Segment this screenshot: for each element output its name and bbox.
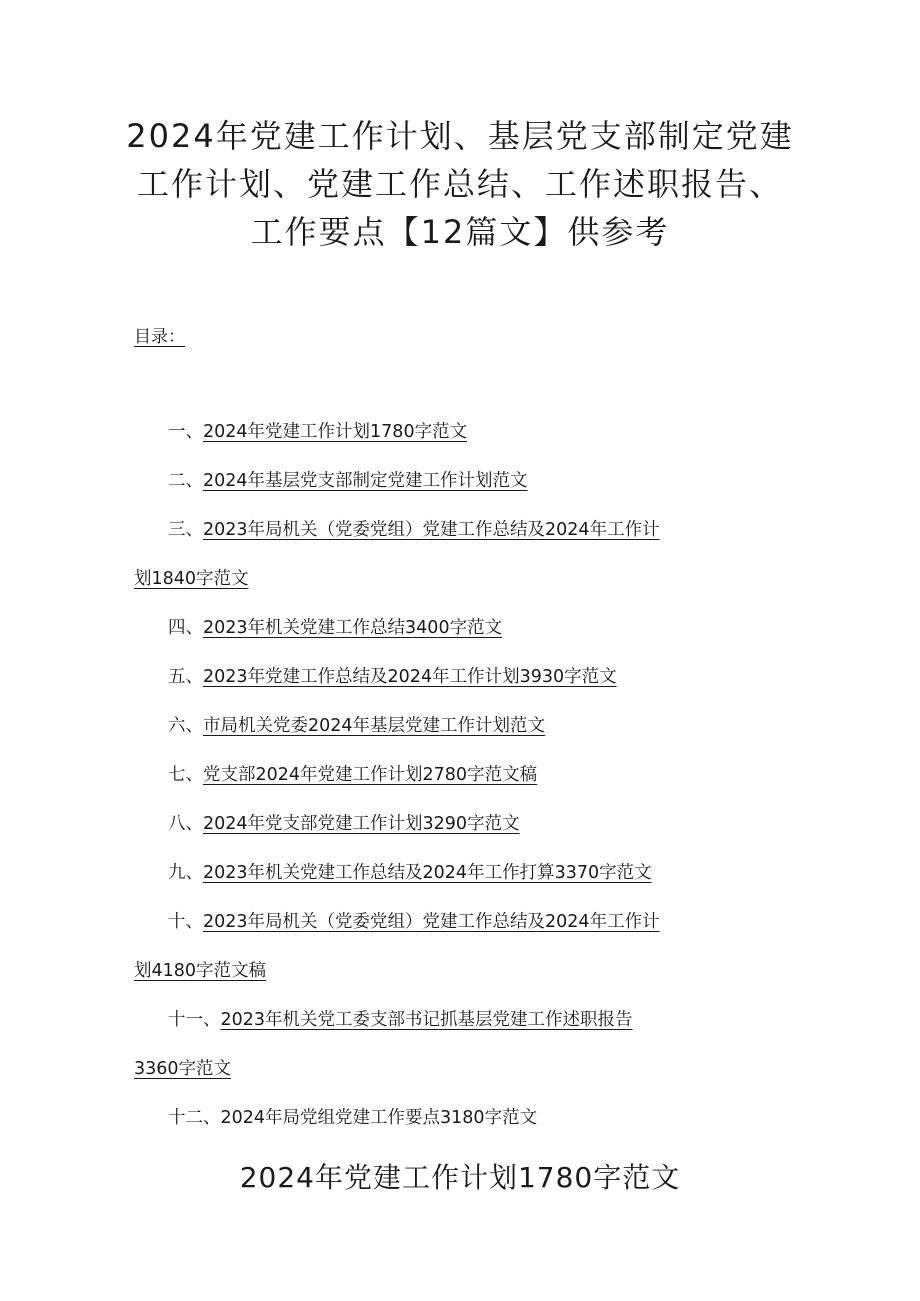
toc-item-link[interactable]: 2024年党支部党建工作计划3290字范文 (203, 814, 520, 834)
toc-item-10-continuation[interactable]: 划4180字范文稿 (134, 961, 267, 981)
toc-item-link[interactable]: 2023年党建工作总结及2024年工作计划3930字范文 (203, 667, 617, 687)
toc-item-link[interactable]: 2023年机关党建工作总结3400字范文 (203, 618, 503, 638)
toc-item-number: 十、 (168, 912, 203, 932)
toc-item-7[interactable] (168, 761, 537, 786)
toc-item-4[interactable] (168, 614, 502, 639)
toc-item-link[interactable]: 2023年局机关（党委党组）党建工作总结及2024年工作计 (203, 520, 660, 540)
title-line-2: 工作计划、党建工作总结、工作述职报告、 (136, 165, 783, 203)
toc-item-10[interactable] (168, 908, 660, 933)
toc-item-6[interactable] (168, 712, 545, 737)
title-line-3: 工作要点【12篇文】供参考 (250, 213, 670, 251)
toc-item-link[interactable]: 2024年党建工作计划1780字范文 (203, 422, 468, 442)
section-heading: 2024年党建工作计划1780字范文 (239, 1161, 681, 1194)
toc-item-number: 七、 (168, 765, 203, 785)
toc-item-number: 十二、 (168, 1108, 221, 1128)
toc-item-link[interactable]: 2024年基层党支部制定党建工作计划范文 (203, 471, 528, 491)
toc-item-5[interactable] (168, 663, 617, 688)
toc-item-number: 二、 (168, 471, 203, 491)
toc-item-8[interactable] (168, 810, 520, 835)
toc-item-11[interactable] (168, 1006, 633, 1031)
toc-item-link[interactable]: 2023年机关党建工作总结及2024年工作打算3370字范文 (203, 863, 652, 883)
toc-item-number: 九、 (168, 863, 203, 883)
toc-item-number: 十一、 (168, 1010, 221, 1030)
toc-item-number: 四、 (168, 618, 203, 638)
toc-item-text: 2024年局党组党建工作要点3180字范文 (220, 1108, 538, 1128)
toc-item-number: 三、 (168, 520, 203, 540)
toc-item-1[interactable] (168, 418, 467, 443)
toc-item-link[interactable]: 2023年机关党工委支部书记抓基层党建工作述职报告 (220, 1010, 633, 1030)
toc-item-12 (168, 1104, 537, 1129)
toc-item-link[interactable]: 市局机关党委2024年基层党建工作计划范文 (203, 716, 546, 736)
toc-item-number: 六、 (168, 716, 203, 736)
toc-item-9[interactable] (168, 859, 652, 884)
toc-item-link[interactable]: 2023年局机关（党委党组）党建工作总结及2024年工作计 (203, 912, 660, 932)
toc-label: 目录： (134, 327, 185, 347)
toc-item-3[interactable] (168, 516, 660, 541)
toc-item-link[interactable]: 党支部2024年党建工作计划2780字范文稿 (203, 765, 538, 785)
toc-item-number: 一、 (168, 422, 203, 442)
title-line-1: 2024年党建工作计划、基层党支部制定党建 (126, 117, 794, 155)
toc-item-2[interactable] (168, 467, 528, 492)
toc-item-number: 八、 (168, 814, 203, 834)
toc-item-number: 五、 (168, 667, 203, 687)
toc-item-3-continuation[interactable]: 划1840字范文 (134, 569, 249, 589)
toc-item-11-continuation[interactable]: 3360字范文 (134, 1059, 232, 1079)
